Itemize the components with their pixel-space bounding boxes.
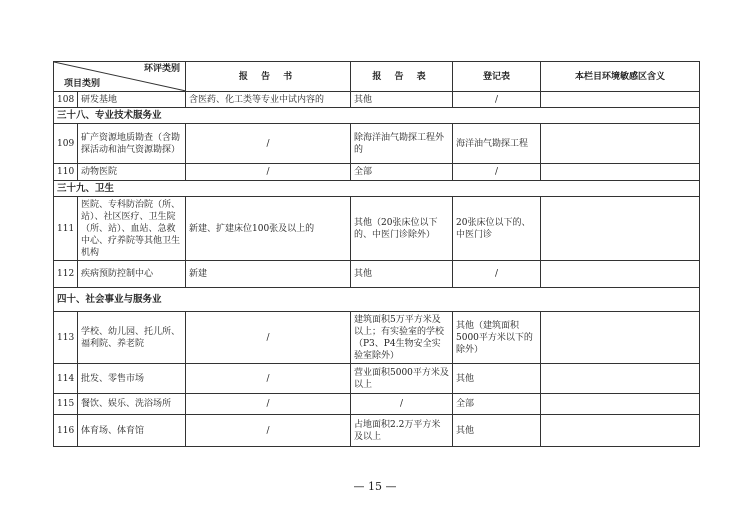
- row-number: 110: [54, 164, 78, 181]
- form-cell: 其他: [351, 261, 453, 288]
- sensitive-cell: [541, 261, 700, 288]
- form-cell: 其他（20张床位以下的、中医门诊除外）: [351, 197, 453, 261]
- project-name: 矿产资源地质勘查（含勘探活动和油气资源勘探）: [78, 124, 186, 164]
- report-cell: /: [186, 124, 351, 164]
- sensitive-cell: [541, 92, 700, 108]
- report-cell: 新建: [186, 261, 351, 288]
- row-number: 116: [54, 415, 78, 447]
- table-row: [54, 364, 700, 394]
- section-title: 四十、社会事业与服务业: [54, 288, 700, 312]
- row-number: 109: [54, 124, 78, 164]
- report-cell: /: [186, 164, 351, 181]
- project-name: 医院、专科防治院（所、站）、社区医疗、卫生院（所、站）、血站、急救中心、疗养院等其他卫生机构: [78, 197, 186, 261]
- table-header: [54, 62, 700, 92]
- sensitive-cell: [541, 197, 700, 261]
- col-sensitive-header: 本栏目环境敏感区含义: [541, 62, 700, 92]
- table-row: [54, 261, 700, 288]
- report-cell: 新建、扩建床位100张及以上的: [186, 197, 351, 261]
- form-cell: 建筑面积5万平方米及以上；有实验室的学校（P3、P4生物安全实验室除外）: [351, 312, 453, 364]
- project-name: 批发、零售市场: [78, 364, 186, 394]
- project-name: 餐饮、娱乐、洗浴场所: [78, 394, 186, 415]
- row-number: 114: [54, 364, 78, 394]
- section-title: 三十九、卫生: [54, 181, 700, 197]
- corner-header-cell: [54, 62, 186, 92]
- register-cell: 海洋油气勘探工程: [453, 124, 541, 164]
- project-name: 动物医院: [78, 164, 186, 181]
- register-cell: 其他: [453, 415, 541, 447]
- table-row: [54, 164, 700, 181]
- sensitive-cell: [541, 312, 700, 364]
- report-cell: /: [186, 394, 351, 415]
- sensitive-cell: [541, 124, 700, 164]
- eia-category-label: 环评类别: [143, 64, 180, 74]
- table-row: [54, 124, 700, 164]
- row-number: 113: [54, 312, 78, 364]
- col-form-header: 报 告 表: [351, 62, 453, 92]
- table-row: [54, 92, 700, 108]
- register-cell: 其他（建筑面积5000平方米以下的除外）: [453, 312, 541, 364]
- project-name: 体育场、体育馆: [78, 415, 186, 447]
- row-number: 115: [54, 394, 78, 415]
- section-row: [54, 288, 700, 312]
- report-cell: /: [186, 312, 351, 364]
- row-number: 112: [54, 261, 78, 288]
- form-cell: 其他: [351, 92, 453, 108]
- project-category-label: 项目类别: [64, 79, 101, 89]
- form-cell: /: [351, 394, 453, 415]
- table-row: [54, 312, 700, 364]
- sensitive-cell: [541, 415, 700, 447]
- report-cell: /: [186, 415, 351, 447]
- row-number: 108: [54, 92, 78, 108]
- register-cell: 其他: [453, 364, 541, 394]
- register-cell: 全部: [453, 394, 541, 415]
- register-cell: /: [453, 261, 541, 288]
- table-row: [54, 197, 700, 261]
- sensitive-cell: [541, 164, 700, 181]
- register-cell: /: [453, 92, 541, 108]
- form-cell: 全部: [351, 164, 453, 181]
- form-cell: 占地面积2.2万平方米及以上: [351, 415, 453, 447]
- section-title: 三十八、专业技术服务业: [54, 108, 700, 124]
- section-row: [54, 181, 700, 197]
- report-cell: 含医药、化工类等专业中试内容的: [186, 92, 351, 108]
- page-number: — 15 —: [353, 480, 397, 493]
- project-name: 学校、幼儿园、托儿所、福利院、养老院: [78, 312, 186, 364]
- register-cell: /: [453, 164, 541, 181]
- col-register-header: 登记表: [453, 62, 541, 92]
- classification-table: [53, 61, 700, 447]
- register-cell: 20张床位以下的、中医门诊: [453, 197, 541, 261]
- form-cell: 营业面积5000平方米及以上: [351, 364, 453, 394]
- col-report-header: 报 告 书: [186, 62, 351, 92]
- sensitive-cell: [541, 364, 700, 394]
- sensitive-cell: [541, 394, 700, 415]
- table-row: [54, 394, 700, 415]
- form-cell: 除海洋油气勘探工程外的: [351, 124, 453, 164]
- table-row: [54, 415, 700, 447]
- project-name: 研发基地: [78, 92, 186, 108]
- section-row: [54, 108, 700, 124]
- project-name: 疾病预防控制中心: [78, 261, 186, 288]
- row-number: 111: [54, 197, 78, 261]
- report-cell: /: [186, 364, 351, 394]
